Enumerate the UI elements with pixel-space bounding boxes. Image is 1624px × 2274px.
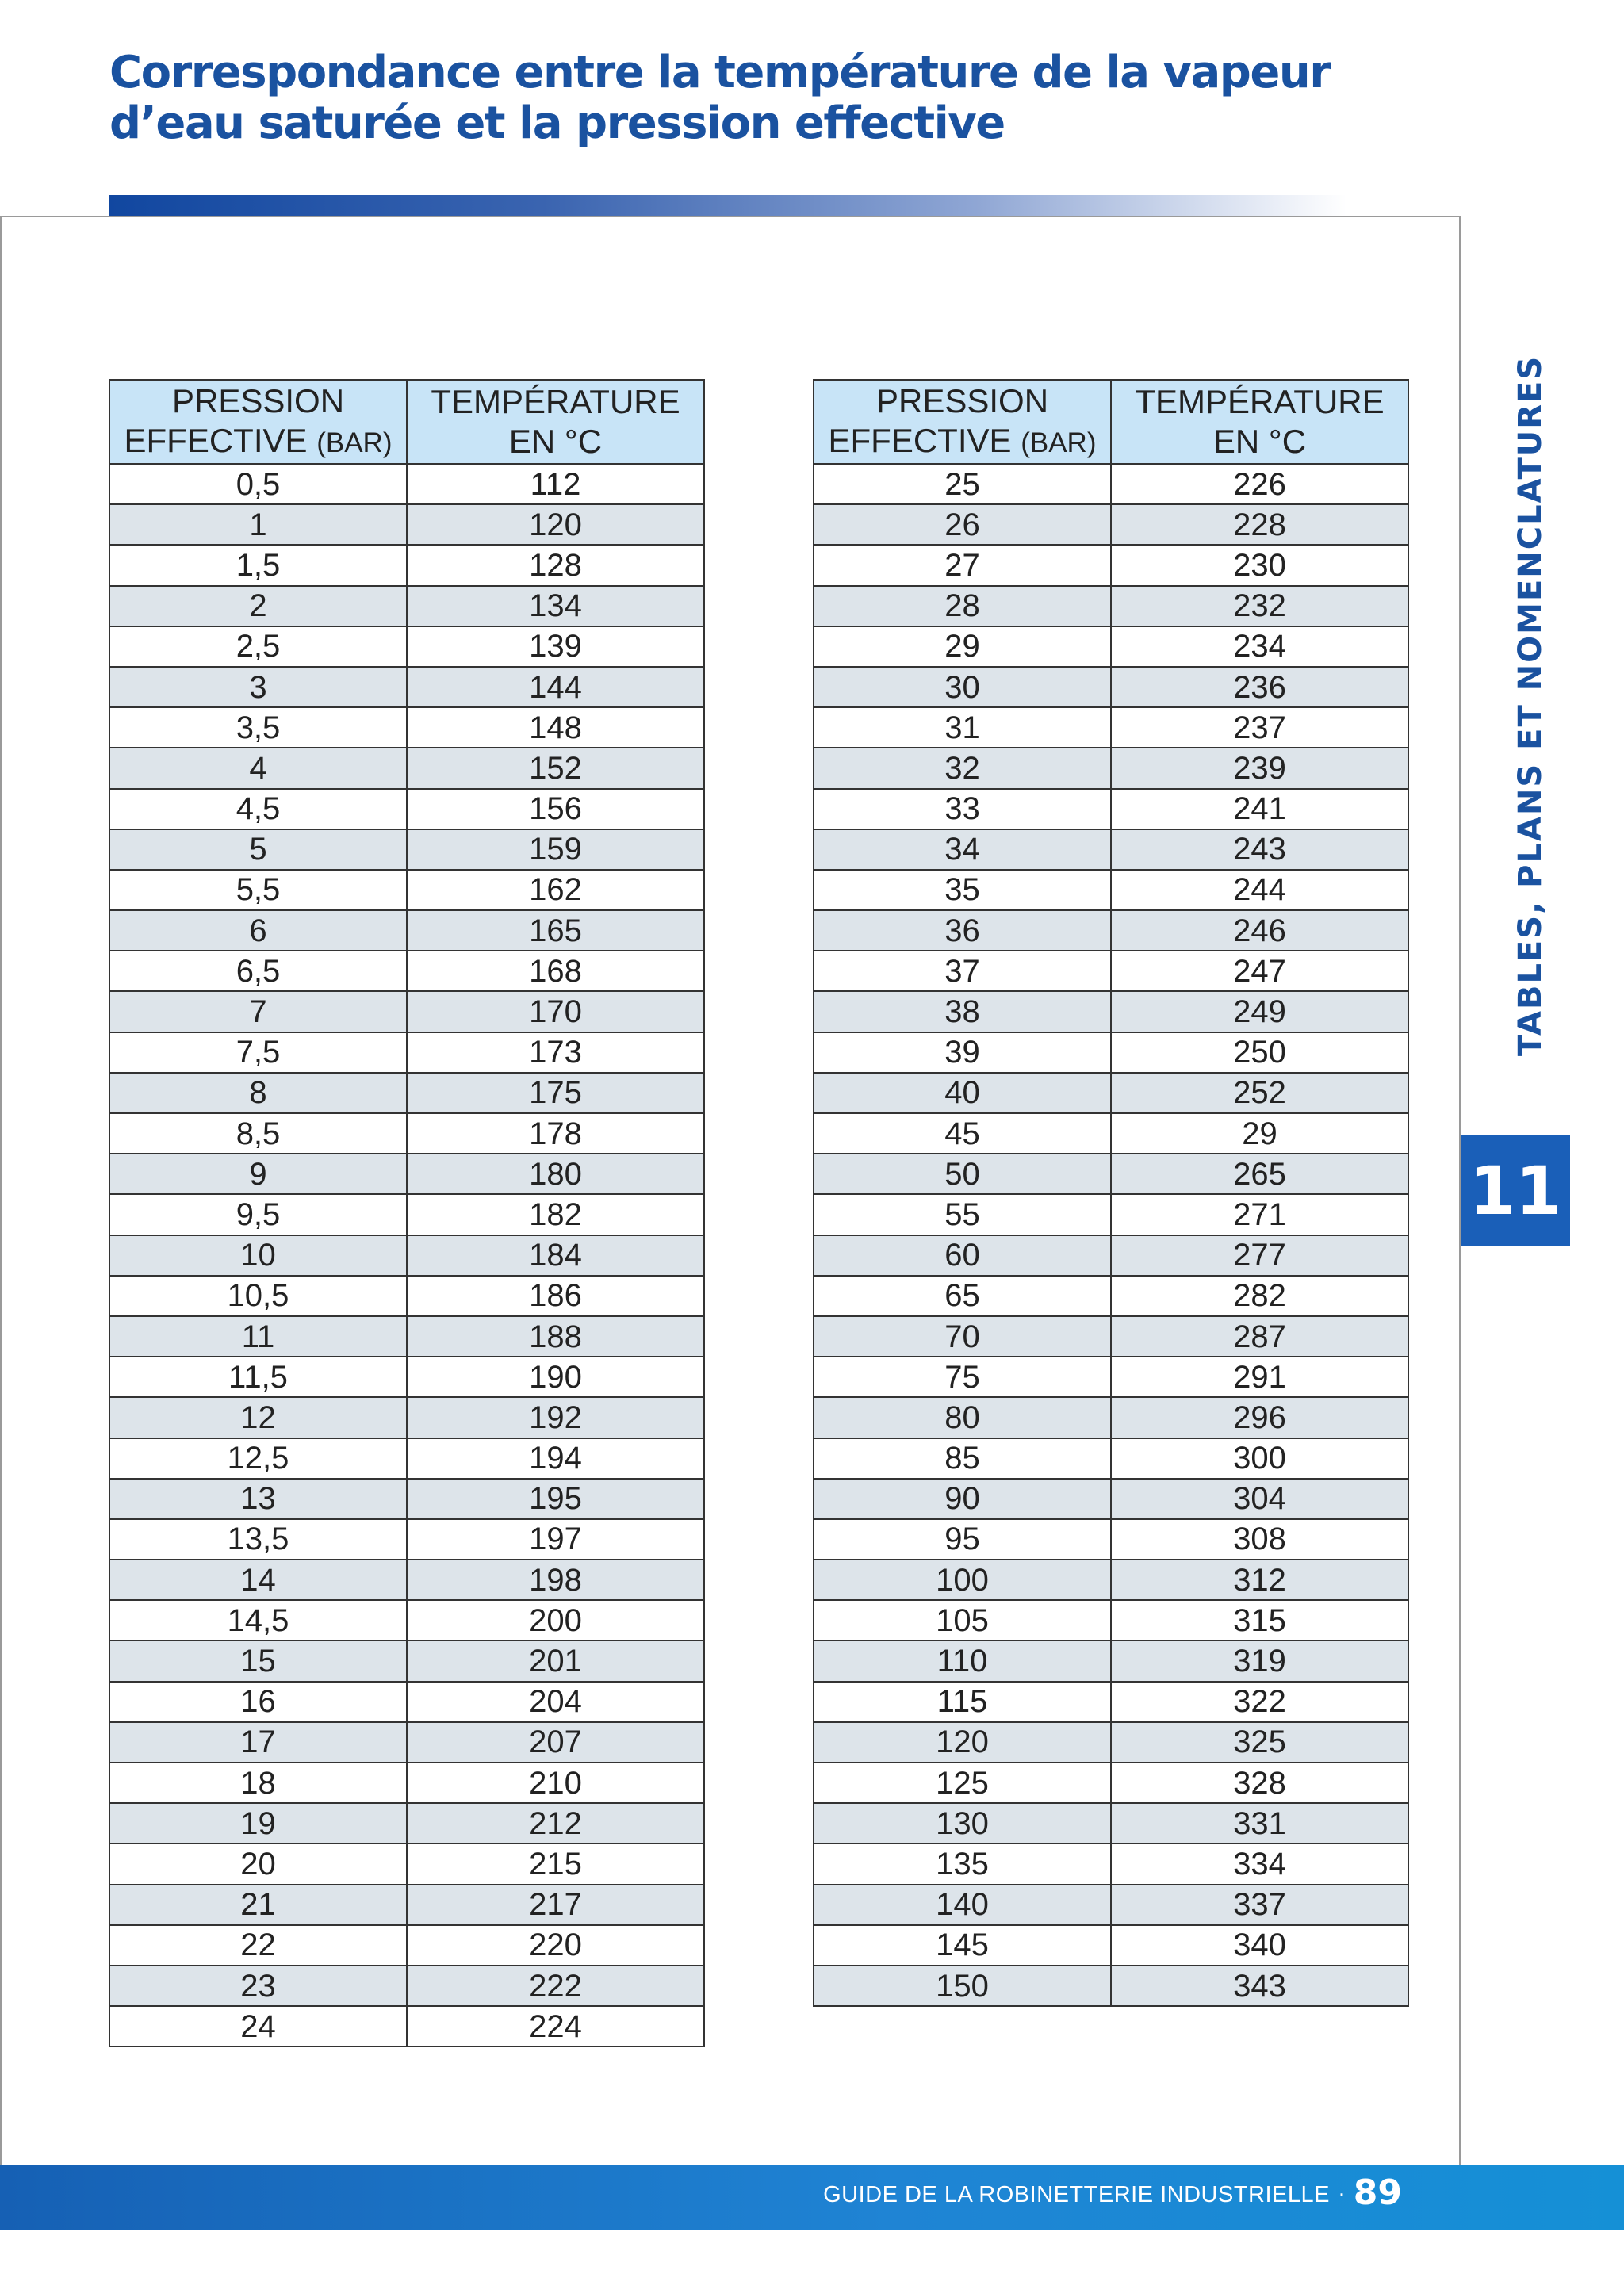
section-side-label-text: TABLES, PLANS ET NOMENCLATURES: [1512, 354, 1549, 1057]
temperature-cell: 277: [1111, 1235, 1408, 1276]
table-row: [109, 1803, 704, 1843]
temperature-cell: 180: [407, 1154, 704, 1194]
chapter-number-tab: 11: [1461, 1135, 1570, 1246]
pressure-cell: 50: [814, 1154, 1111, 1194]
temperature-cell: 239: [1111, 748, 1408, 788]
table-row: [109, 1560, 704, 1600]
temperature-cell: 134: [407, 586, 704, 626]
table-row: [109, 1073, 704, 1113]
page-frame-top: [0, 216, 1461, 217]
pressure-cell: 115: [814, 1682, 1111, 1722]
temperature-cell: 252: [1111, 1073, 1408, 1113]
temperature-cell: 120: [407, 504, 704, 545]
temperature-cell: 178: [407, 1113, 704, 1154]
table-row: [814, 1519, 1408, 1560]
pressure-cell: 28: [814, 586, 1111, 626]
pressure-cell: 140: [814, 1885, 1111, 1925]
table-header-row: [814, 380, 1408, 464]
temperature-cell: 343: [1111, 1966, 1408, 2006]
pressure-cell: 8,5: [109, 1113, 407, 1154]
temperature-cell: 207: [407, 1722, 704, 1763]
table-row: [109, 1600, 704, 1640]
table-row: [109, 910, 704, 951]
pressure-cell: 29: [814, 626, 1111, 667]
pressure-cell: 135: [814, 1843, 1111, 1884]
temperature-cell: 165: [407, 910, 704, 951]
temperature-cell: 112: [407, 464, 704, 504]
pressure-cell: 85: [814, 1438, 1111, 1479]
table-row: [109, 1194, 704, 1235]
table-row: [814, 1438, 1408, 1479]
temperature-cell: 29: [1111, 1113, 1408, 1154]
table-row: [109, 1925, 704, 1966]
pressure-cell: 5: [109, 829, 407, 870]
header-pressure: PRESSION EFFECTIVE (BAR): [109, 380, 407, 464]
pressure-cell: 37: [814, 951, 1111, 991]
table-row: [109, 1235, 704, 1276]
table-row: [814, 748, 1408, 788]
pressure-cell: 90: [814, 1479, 1111, 1519]
pressure-cell: 36: [814, 910, 1111, 951]
pressure-cell: 21: [109, 1885, 407, 1925]
pressure-cell: 10,5: [109, 1276, 407, 1316]
pressure-cell: 95: [814, 1519, 1111, 1560]
pressure-cell: 45: [814, 1113, 1111, 1154]
temperature-cell: 217: [407, 1885, 704, 1925]
table-row: [814, 1479, 1408, 1519]
temperature-cell: 319: [1111, 1640, 1408, 1681]
temperature-cell: 162: [407, 870, 704, 910]
pressure-cell: 26: [814, 504, 1111, 545]
table-row: [814, 667, 1408, 707]
pressure-cell: 20: [109, 1843, 407, 1884]
temperature-cell: 222: [407, 1966, 704, 2006]
table-row: [109, 1113, 704, 1154]
pressure-cell: 23: [109, 1966, 407, 2006]
pressure-cell: 6: [109, 910, 407, 951]
temperature-cell: 156: [407, 789, 704, 829]
footer-separator: ·: [1338, 2180, 1346, 2207]
pressure-cell: 34: [814, 829, 1111, 870]
pressure-cell: 1: [109, 504, 407, 545]
table-row: [814, 1682, 1408, 1722]
temperature-cell: 197: [407, 1519, 704, 1560]
pressure-cell: 14,5: [109, 1600, 407, 1640]
table-row: [814, 707, 1408, 748]
table-row: [109, 870, 704, 910]
pressure-cell: 3,5: [109, 707, 407, 748]
temperature-cell: 304: [1111, 1479, 1408, 1519]
pressure-cell: 39: [814, 1032, 1111, 1073]
pressure-cell: 11: [109, 1316, 407, 1357]
table-row: [814, 1966, 1408, 2006]
table-row: [109, 504, 704, 545]
pressure-cell: 70: [814, 1316, 1111, 1357]
table-row: [109, 1438, 704, 1479]
temperature-cell: 322: [1111, 1682, 1408, 1722]
pressure-cell: 30: [814, 667, 1111, 707]
table-row: [109, 464, 704, 504]
temperature-cell: 282: [1111, 1276, 1408, 1316]
pressure-cell: 2: [109, 586, 407, 626]
header-pressure: PRESSION EFFECTIVE (BAR): [814, 380, 1111, 464]
table-row: [109, 2006, 704, 2046]
temperature-cell: 184: [407, 1235, 704, 1276]
table-row: [814, 910, 1408, 951]
table-row: [814, 1032, 1408, 1073]
pressure-cell: 60: [814, 1235, 1111, 1276]
pressure-cell: 2,5: [109, 626, 407, 667]
header-temperature: TEMPÉRATURE EN °C: [1111, 380, 1408, 464]
temperature-cell: 265: [1111, 1154, 1408, 1194]
pressure-cell: 150: [814, 1966, 1111, 2006]
table-row: [109, 707, 704, 748]
pressure-cell: 80: [814, 1397, 1111, 1438]
pressure-cell: 120: [814, 1722, 1111, 1763]
temperature-cell: 337: [1111, 1885, 1408, 1925]
temperature-cell: 210: [407, 1763, 704, 1803]
temperature-cell: 201: [407, 1640, 704, 1681]
header-temperature: TEMPÉRATURE EN °C: [407, 380, 704, 464]
temperature-cell: 152: [407, 748, 704, 788]
temperature-cell: 300: [1111, 1438, 1408, 1479]
table-row: [814, 1276, 1408, 1316]
pressure-cell: 145: [814, 1925, 1111, 1966]
pressure-cell: 10: [109, 1235, 407, 1276]
pressure-cell: 25: [814, 464, 1111, 504]
table-row: [814, 464, 1408, 504]
table-row: [814, 1113, 1408, 1154]
table-row: [109, 991, 704, 1032]
pressure-cell: 12,5: [109, 1438, 407, 1479]
pressure-cell: 130: [814, 1803, 1111, 1843]
table-row: [109, 667, 704, 707]
pressure-cell: 105: [814, 1600, 1111, 1640]
table-row: [814, 1073, 1408, 1113]
pressure-cell: 35: [814, 870, 1111, 910]
temperature-cell: 212: [407, 1803, 704, 1843]
pressure-cell: 27: [814, 545, 1111, 585]
pressure-cell: 19: [109, 1803, 407, 1843]
pressure-cell: 8: [109, 1073, 407, 1113]
temperature-cell: 224: [407, 2006, 704, 2046]
table-row: [109, 748, 704, 788]
pressure-cell: 13: [109, 1479, 407, 1519]
table-header-row: [109, 380, 704, 464]
temperature-cell: 159: [407, 829, 704, 870]
pressure-cell: 31: [814, 707, 1111, 748]
pressure-cell: 65: [814, 1276, 1111, 1316]
temperature-cell: 315: [1111, 1600, 1408, 1640]
table-row: [109, 1276, 704, 1316]
table-row: [814, 789, 1408, 829]
table-row: [109, 626, 704, 667]
table-row: [109, 1397, 704, 1438]
table-row: [814, 504, 1408, 545]
title-underline-bar: [109, 195, 1346, 216]
temperature-cell: 194: [407, 1438, 704, 1479]
temperature-cell: 175: [407, 1073, 704, 1113]
pressure-cell: 33: [814, 789, 1111, 829]
pressure-temperature-table-right: [813, 379, 1409, 2007]
footer-bar: [0, 2165, 1624, 2230]
table-row: [814, 1316, 1408, 1357]
pressure-cell: 40: [814, 1073, 1111, 1113]
temperature-cell: 249: [1111, 991, 1408, 1032]
temperature-cell: 241: [1111, 789, 1408, 829]
temperature-cell: 331: [1111, 1803, 1408, 1843]
pressure-cell: 6,5: [109, 951, 407, 991]
temperature-cell: 243: [1111, 829, 1408, 870]
section-side-label: [1512, 309, 1549, 1102]
temperature-cell: 230: [1111, 545, 1408, 585]
table-row: [814, 1925, 1408, 1966]
temperature-cell: 328: [1111, 1763, 1408, 1803]
temperature-cell: 244: [1111, 870, 1408, 910]
table-row: [814, 626, 1408, 667]
table-row: [814, 1763, 1408, 1803]
table-row: [814, 1194, 1408, 1235]
temperature-cell: 246: [1111, 910, 1408, 951]
temperature-cell: 186: [407, 1276, 704, 1316]
temperature-cell: 139: [407, 626, 704, 667]
pressure-cell: 110: [814, 1640, 1111, 1681]
temperature-cell: 232: [1111, 586, 1408, 626]
pressure-cell: 24: [109, 2006, 407, 2046]
table-row: [814, 1885, 1408, 1925]
table-row: [109, 586, 704, 626]
temperature-cell: 250: [1111, 1032, 1408, 1073]
table-row: [814, 870, 1408, 910]
temperature-cell: 195: [407, 1479, 704, 1519]
temperature-cell: 182: [407, 1194, 704, 1235]
temperature-cell: 148: [407, 707, 704, 748]
pressure-cell: 5,5: [109, 870, 407, 910]
pressure-cell: 32: [814, 748, 1111, 788]
table-row: [814, 1235, 1408, 1276]
pressure-cell: 13,5: [109, 1519, 407, 1560]
pressure-cell: 7: [109, 991, 407, 1032]
table-row: [109, 1640, 704, 1681]
table-row: [109, 1966, 704, 2006]
temperature-cell: 215: [407, 1843, 704, 1884]
temperature-cell: 192: [407, 1397, 704, 1438]
table-row: [109, 1357, 704, 1397]
table-row: [109, 1316, 704, 1357]
temperature-cell: 200: [407, 1600, 704, 1640]
table-row: [109, 1885, 704, 1925]
temperature-cell: 271: [1111, 1194, 1408, 1235]
table-row: [814, 1722, 1408, 1763]
temperature-cell: 144: [407, 667, 704, 707]
table-row: [109, 1722, 704, 1763]
table-row: [109, 1682, 704, 1722]
table-row: [109, 1843, 704, 1884]
table-row: [109, 1154, 704, 1194]
temperature-cell: 334: [1111, 1843, 1408, 1884]
pressure-cell: 125: [814, 1763, 1111, 1803]
pressure-cell: 4: [109, 748, 407, 788]
pressure-cell: 17: [109, 1722, 407, 1763]
table-row: [109, 1032, 704, 1073]
page-frame-left: [0, 216, 2, 2165]
pressure-cell: 12: [109, 1397, 407, 1438]
pressure-cell: 100: [814, 1560, 1111, 1600]
table-row: [814, 951, 1408, 991]
temperature-cell: 340: [1111, 1925, 1408, 1966]
temperature-cell: 128: [407, 545, 704, 585]
temperature-cell: 170: [407, 991, 704, 1032]
pressure-cell: 9: [109, 1154, 407, 1194]
pressure-cell: 7,5: [109, 1032, 407, 1073]
temperature-cell: 291: [1111, 1357, 1408, 1397]
temperature-cell: 168: [407, 951, 704, 991]
table-row: [814, 829, 1408, 870]
temperature-cell: 296: [1111, 1397, 1408, 1438]
pressure-cell: 18: [109, 1763, 407, 1803]
temperature-cell: 226: [1111, 464, 1408, 504]
table-row: [814, 991, 1408, 1032]
table-row: [814, 1640, 1408, 1681]
table-row: [814, 1560, 1408, 1600]
table-row: [814, 1843, 1408, 1884]
temperature-cell: 220: [407, 1925, 704, 1966]
temperature-cell: 234: [1111, 626, 1408, 667]
pressure-cell: 0,5: [109, 464, 407, 504]
table-row: [814, 1357, 1408, 1397]
pressure-cell: 75: [814, 1357, 1111, 1397]
pressure-cell: 11,5: [109, 1357, 407, 1397]
temperature-cell: 173: [407, 1032, 704, 1073]
pressure-cell: 4,5: [109, 789, 407, 829]
temperature-cell: 204: [407, 1682, 704, 1722]
table-row: [109, 545, 704, 585]
temperature-cell: 198: [407, 1560, 704, 1600]
temperature-cell: 247: [1111, 951, 1408, 991]
page-title: Correspondance entre la température de la vapeur d’eau saturée et la pression effective: [109, 47, 1331, 149]
pressure-cell: 14: [109, 1560, 407, 1600]
pressure-cell: 15: [109, 1640, 407, 1681]
table-row: [109, 1519, 704, 1560]
table-row: [814, 1397, 1408, 1438]
pressure-cell: 9,5: [109, 1194, 407, 1235]
table-row: [109, 951, 704, 991]
page-number: 89: [1353, 2173, 1402, 2213]
temperature-cell: 325: [1111, 1722, 1408, 1763]
temperature-cell: 287: [1111, 1316, 1408, 1357]
table-row: [109, 1479, 704, 1519]
temperature-cell: 312: [1111, 1560, 1408, 1600]
pressure-cell: 16: [109, 1682, 407, 1722]
table-row: [814, 545, 1408, 585]
footer-guide-title: GUIDE DE LA ROBINETTERIE INDUSTRIELLE: [823, 2182, 1330, 2207]
temperature-cell: 188: [407, 1316, 704, 1357]
pressure-cell: 1,5: [109, 545, 407, 585]
table-row: [814, 586, 1408, 626]
pressure-cell: 55: [814, 1194, 1111, 1235]
table-row: [109, 1763, 704, 1803]
table-row: [814, 1600, 1408, 1640]
pressure-cell: 38: [814, 991, 1111, 1032]
table-row: [109, 789, 704, 829]
table-row: [814, 1154, 1408, 1194]
temperature-cell: 236: [1111, 667, 1408, 707]
temperature-cell: 228: [1111, 504, 1408, 545]
table-row: [814, 1803, 1408, 1843]
pressure-cell: 3: [109, 667, 407, 707]
temperature-cell: 308: [1111, 1519, 1408, 1560]
temperature-cell: 237: [1111, 707, 1408, 748]
table-row: [109, 829, 704, 870]
temperature-cell: 190: [407, 1357, 704, 1397]
pressure-cell: 22: [109, 1925, 407, 1966]
pressure-temperature-table-left: [109, 379, 705, 2047]
